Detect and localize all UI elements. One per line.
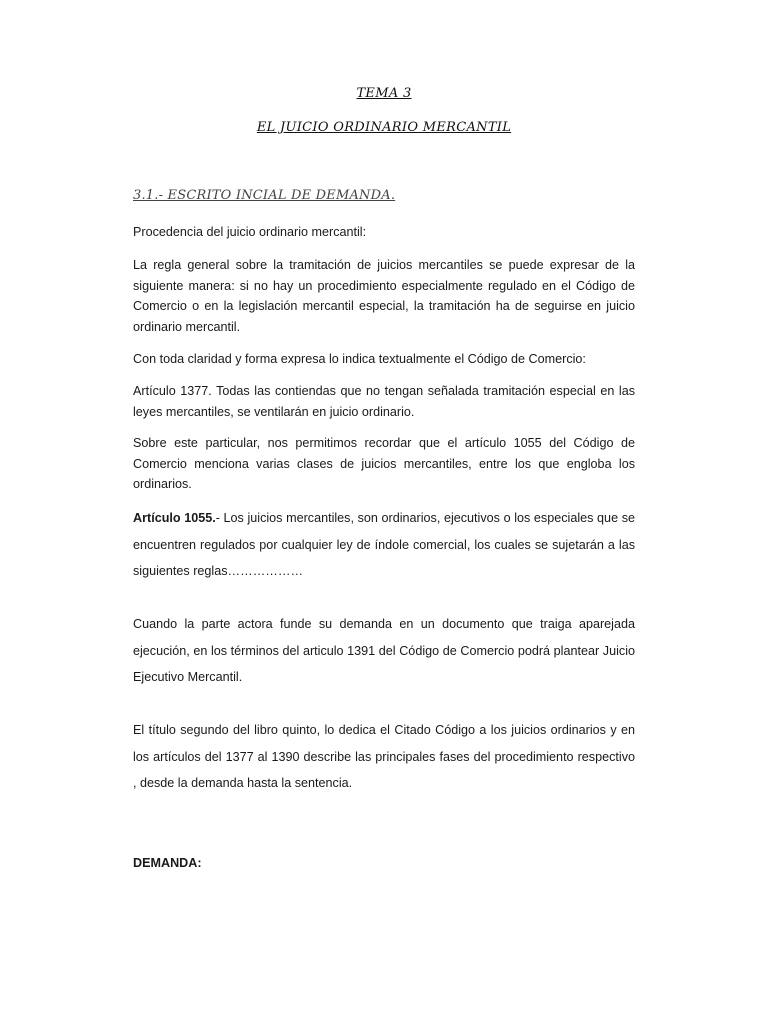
articulo-1055-label: Artículo 1055. — [133, 511, 216, 525]
document-title: EL JUICIO ORDINARIO MERCANTIL — [256, 120, 512, 135]
paragraph-regla-general: La regla general sobre la tramitación de juicios mercantiles se puede expresar de la siguiente manera: si no hay un procedimiento especialmente regulado en el Código de Comercio o en la legislación mercantil especial, la tramitación ha de seguirse en juicio ordinario mercantil. — [133, 258, 635, 334]
paragraph-titulo-segundo: El título segundo del libro quinto, lo dedica el Citado Código a los juicios ordinarios y en los artículos del 1377 al 1390 describe las principales fases del procedimiento respectivo , desde la demanda hasta la sentencia. — [133, 723, 635, 790]
tema-heading: TEMA 3 — [356, 86, 412, 101]
paragraph-claridad: Con toda claridad y forma expresa lo indica textualmente el Código de Comercio: — [133, 352, 586, 366]
paragraph-articulo-1055 — [133, 505, 635, 585]
section-heading: 3.1.- ESCRITO INCIAL DE DEMANDA. — [133, 188, 396, 203]
paragraph-articulo-1377: Artículo 1377. Todas las contiendas que no tengan señalada tramitación especial en las leyes mercantiles, se ventilarán en juicio ordinario. — [133, 384, 635, 419]
paragraph-articulo-1055-intro: Sobre este particular, nos permitimos recordar que el artículo 1055 del Código de Comercio menciona varias clases de juicios mercantiles, entre los que engloba los ordinarios. — [133, 436, 635, 491]
demanda-heading: DEMANDA: — [133, 856, 202, 870]
paragraph-procedencia: Procedencia del juicio ordinario mercantil: — [133, 225, 367, 239]
articulo-1055-text: - Los juicios mercantiles, son ordinarios, ejecutivos o los especiales que se encuentren regulados por cualquier ley de índole comercial, los cuales se sujetarán a las siguientes reglas……………… — [133, 511, 635, 578]
paragraph-juicio-ejecutivo: Cuando la parte actora funde su demanda en un documento que traiga aparejada ejecución, en los términos del articulo 1391 del Código de Comercio podrá plantear Juicio Ejecutivo Mercantil. — [133, 617, 635, 684]
